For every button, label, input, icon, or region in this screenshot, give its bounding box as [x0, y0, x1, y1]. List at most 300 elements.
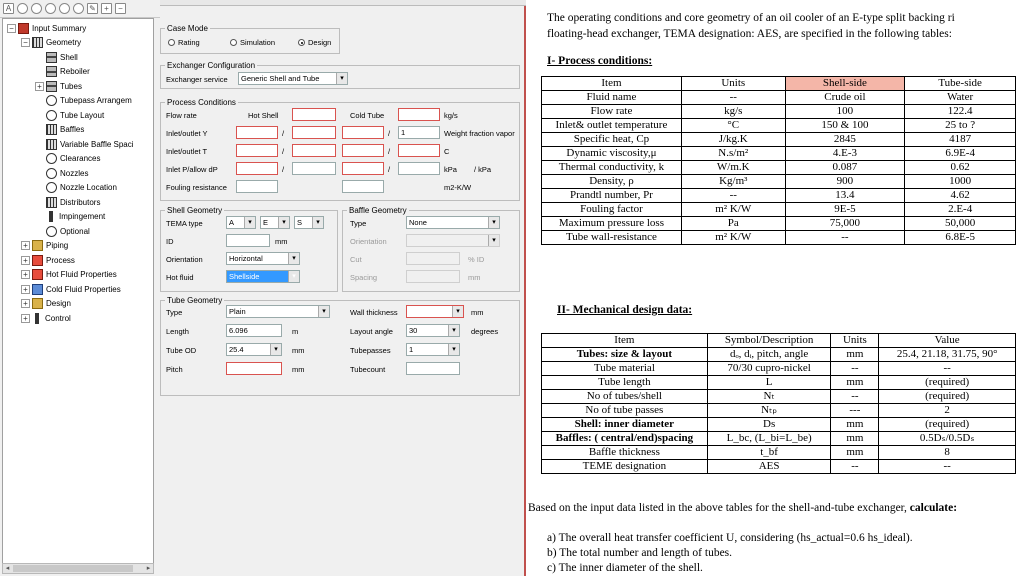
- tree-node-icon: [46, 81, 57, 92]
- t2-cell: No of tubes/shell: [542, 390, 708, 404]
- t1-cell: 25 to ?: [905, 119, 1016, 133]
- tree-item-label: Hot Fluid Properties: [46, 270, 117, 279]
- tree-node-icon: [32, 240, 43, 251]
- temp-unit: C: [444, 147, 450, 156]
- hot-dp-input[interactable]: [292, 162, 336, 175]
- tube-od-label: Tube OD: [166, 346, 197, 355]
- tree-item[interactable]: [21, 282, 121, 296]
- hot-shell-header: Hot Shell: [248, 111, 279, 120]
- t1-cell: 0.087: [785, 161, 905, 175]
- t2-cell: mm: [831, 418, 879, 432]
- tree-item[interactable]: [35, 123, 84, 137]
- t2-cell: mm: [831, 432, 879, 446]
- tree-item[interactable]: [21, 297, 71, 311]
- fouling-label: Fouling resistance: [166, 183, 227, 192]
- exchanger-service-label: Exchanger service: [166, 75, 228, 84]
- hot-t-out-input[interactable]: [292, 144, 336, 157]
- t1-row: [542, 189, 1016, 203]
- t2-cell: ---: [831, 404, 879, 418]
- tree-item[interactable]: [35, 94, 132, 108]
- question-c: c) The inner diameter of the shell.: [547, 562, 703, 574]
- t2-cell: L_bc, (L_bi=L_be): [707, 432, 831, 446]
- t1-cell: 9E-5: [785, 203, 905, 217]
- mechanical-design-table: [541, 333, 1016, 474]
- tree-item-label: Tube Layout: [60, 110, 105, 120]
- tube-type-label: Type: [166, 308, 183, 317]
- shell-geometry-legend: Shell Geometry: [167, 206, 223, 215]
- tree-item[interactable]: [7, 21, 86, 35]
- t1-cell: N.s/m²: [681, 147, 785, 161]
- baffle-type-select[interactable]: None ▾: [406, 216, 500, 229]
- process-conditions-heading: I- Process conditions:: [547, 55, 653, 67]
- design-label: Design: [308, 38, 332, 47]
- tree-node-icon: [46, 226, 57, 237]
- t1-cell: --: [681, 91, 785, 105]
- pitch-unit: mm: [292, 365, 305, 374]
- inlet-pressure-label: Inlet P/allow dP: [166, 165, 218, 174]
- t2-cell: 0.5Dₛ/0.5Dₛ: [879, 432, 1016, 446]
- t1-cell: Density, ρ: [542, 175, 682, 189]
- t2-cell: Units: [831, 334, 879, 348]
- conclusion-bold: calculate:: [909, 502, 958, 514]
- t1-row: [542, 161, 1016, 175]
- tree-item[interactable]: [35, 210, 105, 224]
- t1-cell: Maximum pressure loss: [542, 217, 682, 231]
- shell-id-unit: mm: [275, 237, 288, 246]
- wall-thickness-unit: mm: [471, 308, 484, 317]
- cold-p-input[interactable]: [342, 162, 384, 175]
- tree-item[interactable]: [35, 108, 104, 122]
- t2-cell: 8: [879, 446, 1016, 460]
- t1-cell: m² K/W: [681, 231, 785, 245]
- exchanger-service-select[interactable]: Generic Shell and Tube ▾: [238, 72, 348, 85]
- t2-cell: AES: [707, 460, 831, 474]
- baffle-spacing-label: Spacing: [350, 273, 378, 282]
- navigation-tree: [2, 18, 154, 564]
- t1-row: [542, 91, 1016, 105]
- t2-cell: --: [831, 390, 879, 404]
- tree-item[interactable]: [21, 239, 68, 253]
- tree-item-label: Geometry: [46, 38, 82, 47]
- t2-cell: Item: [542, 334, 708, 348]
- slash-sep-5: /: [282, 165, 285, 174]
- tree-node-icon: [46, 197, 57, 208]
- tree-item[interactable]: [35, 181, 117, 195]
- collapse-icon[interactable]: −: [21, 38, 30, 47]
- t1-cell: Units: [681, 77, 785, 91]
- tree-item[interactable]: [35, 79, 82, 93]
- t2-cell: Value: [879, 334, 1016, 348]
- t2-cell: No of tube passes: [542, 404, 708, 418]
- tubecount-input[interactable]: [406, 362, 460, 375]
- tree-item-label: Shell: [60, 52, 78, 62]
- t2-cell: Symbol/Description: [707, 334, 831, 348]
- tree-item-label: Impingement: [59, 212, 106, 221]
- orientation-select[interactable]: Horizontal ▾: [226, 252, 300, 265]
- cold-t-out-input[interactable]: [398, 144, 440, 157]
- shell-id-input[interactable]: [226, 234, 270, 247]
- inlet-outlet-t-label: Inlet/outlet T: [166, 147, 208, 156]
- tree-item[interactable]: [35, 166, 88, 180]
- t1-row: [542, 231, 1016, 245]
- t2-cell: mm: [831, 376, 879, 390]
- weight-fraction-unit: Weight fraction vapor: [444, 129, 515, 138]
- t2-cell: Tube material: [542, 362, 708, 376]
- t1-cell: Tube wall-resistance: [542, 231, 682, 245]
- t1-cell: 2.E-4: [905, 203, 1016, 217]
- tree-node-icon: [46, 139, 57, 150]
- t2-cell: 25.4, 21.18, 31.75, 90°: [879, 348, 1016, 362]
- t1-cell: 900: [785, 175, 905, 189]
- tema-type-label: TEMA type: [166, 219, 203, 228]
- text-tool-icon[interactable]: A: [3, 3, 14, 14]
- pencil-icon[interactable]: ✎: [87, 3, 98, 14]
- mechanical-design-heading: II- Mechanical design data:: [557, 304, 693, 316]
- hot-y-out-input[interactable]: [292, 126, 336, 139]
- t1-row: [542, 217, 1016, 231]
- case-mode-legend: Case Mode: [167, 24, 208, 33]
- hot-t-in-input[interactable]: [236, 144, 278, 157]
- t2-row: [542, 418, 1016, 432]
- pitch-label: Pitch: [166, 365, 183, 374]
- tree-item[interactable]: [21, 36, 81, 50]
- tree-node-icon: [46, 153, 57, 164]
- flow-unit: kg/s: [444, 111, 458, 120]
- tree-item[interactable]: [35, 50, 78, 64]
- hot-y-in-input[interactable]: [236, 126, 278, 139]
- tree-item[interactable]: [21, 268, 117, 282]
- circle-tool-icon-4[interactable]: [59, 3, 70, 14]
- tree-item-label: Distributors: [60, 197, 101, 207]
- process-conditions-table: [541, 76, 1016, 245]
- t2-cell: (required): [879, 376, 1016, 390]
- t1-cell: Fluid name: [542, 91, 682, 105]
- slash-sep: /: [282, 129, 285, 138]
- intro-line-1: The operating conditions and core geometry of an oil cooler of an E-type split backing ri: [547, 12, 955, 24]
- tree-item-label: Nozzles: [60, 168, 89, 178]
- tree-item-label: Reboiler: [60, 67, 90, 76]
- t2-cell: 70/30 cupro-nickel: [707, 362, 831, 376]
- tube-od-unit: mm: [292, 346, 305, 355]
- t2-cell: --: [831, 362, 879, 376]
- toolbar: [0, 0, 160, 18]
- t1-cell: J/kg.K: [681, 133, 785, 147]
- t1-cell: °C: [681, 119, 785, 133]
- tree-item-label: Nozzle Location: [60, 183, 117, 192]
- rating-radio[interactable]: [168, 39, 175, 46]
- t1-row: [542, 203, 1016, 217]
- tree-node-icon: [46, 95, 57, 106]
- top-strip: [160, 0, 526, 6]
- t2-cell: Tubes: size & layout: [542, 348, 708, 362]
- pressure-unit: kPa: [444, 165, 457, 174]
- tree-node-icon: [46, 168, 57, 179]
- t1-cell: kg/s: [681, 105, 785, 119]
- t1-cell: Crude oil: [785, 91, 905, 105]
- question-b: b) The total number and length of tubes.: [547, 547, 733, 559]
- cold-y-out-input[interactable]: 1: [398, 126, 440, 139]
- t1-cell: W/m.K: [681, 161, 785, 175]
- shell-id-label: ID: [166, 237, 174, 246]
- t2-cell: mm: [831, 446, 879, 460]
- intro-line-2: floating-head exchanger, TEMA designation: AES, are specified in the following tables:: [547, 28, 952, 40]
- t1-cell: 0.62: [905, 161, 1016, 175]
- flow-rate-label: Flow rate: [166, 111, 197, 120]
- tree-horizontal-scrollbar[interactable]: [2, 563, 154, 574]
- slash-sep-3: /: [282, 147, 285, 156]
- t1-cell: 122.4: [905, 105, 1016, 119]
- tube-length-input[interactable]: 6.096: [226, 324, 282, 337]
- tube-geometry-group: [160, 296, 520, 396]
- problem-document: [528, 0, 1024, 576]
- t1-cell: Fouling factor: [542, 203, 682, 217]
- tree-item[interactable]: [35, 195, 100, 209]
- t1-cell: 4.62: [905, 189, 1016, 203]
- t1-cell: Thermal conductivity, k: [542, 161, 682, 175]
- tree-item[interactable]: [21, 311, 71, 325]
- t1-cell: 13.4: [785, 189, 905, 203]
- tema-rear-select[interactable]: S ▾: [294, 216, 324, 229]
- t1-cell: 4187: [905, 133, 1016, 147]
- baffle-orientation-label: Orientation: [350, 237, 387, 246]
- t1-row: [542, 133, 1016, 147]
- expand-icon[interactable]: +: [21, 314, 30, 323]
- tree-node-icon: [46, 66, 57, 77]
- tree-item-label: Baffles: [60, 125, 85, 134]
- expand-icon[interactable]: +: [21, 256, 30, 265]
- tree-item[interactable]: [35, 65, 90, 79]
- exchanger-config-legend: Exchanger Configuration: [167, 61, 256, 70]
- tree-node-icon: [32, 269, 43, 280]
- t2-cell: Shell: inner diameter: [542, 418, 708, 432]
- tree-item-label: Tubes: [60, 81, 82, 91]
- tree-node-icon: [32, 284, 43, 295]
- t2-row: [542, 404, 1016, 418]
- t1-cell: 1000: [905, 175, 1016, 189]
- tree-item-label: Process: [46, 255, 75, 265]
- slash-sep-2: /: [388, 129, 391, 138]
- t1-cell: Kg/m³: [681, 175, 785, 189]
- baffle-type-label: Type: [350, 219, 367, 228]
- t1-cell: Prandtl number, Pr: [542, 189, 682, 203]
- baffle-cut-label: Cut: [350, 255, 362, 264]
- tree-item-label: Optional: [60, 226, 90, 236]
- baffle-spacing-unit: mm: [468, 273, 481, 282]
- t1-cell: Tube-side: [905, 77, 1016, 91]
- simulation-radio[interactable]: [230, 39, 237, 46]
- expand-icon[interactable]: +: [21, 241, 30, 250]
- tree-node-icon: [32, 255, 43, 266]
- cold-dp-input[interactable]: [398, 162, 440, 175]
- circle-tool-icon-5[interactable]: [73, 3, 84, 14]
- wall-thickness-select[interactable]: [406, 305, 464, 318]
- t2-cell: TEME designation: [542, 460, 708, 474]
- t2-cell: Baffle thickness: [542, 446, 708, 460]
- scroll-left-icon[interactable]: ◂: [5, 565, 10, 572]
- tree-item-label: Control: [45, 313, 71, 323]
- tree-node-icon: [35, 313, 39, 324]
- simulation-label: Simulation: [240, 38, 276, 47]
- expand-icon[interactable]: +: [21, 299, 30, 308]
- t2-cell: Ds: [707, 418, 831, 432]
- t1-cell: Inlet& outlet temperature: [542, 119, 682, 133]
- tree-item-label: Design: [46, 299, 71, 308]
- expand-icon[interactable]: +: [21, 285, 30, 294]
- tube-length-label: Length: [166, 327, 189, 336]
- t2-cell: --: [831, 460, 879, 474]
- tree-node-icon: [46, 124, 57, 135]
- cold-flow-rate-input[interactable]: [398, 108, 440, 121]
- t1-cell: 4.E-3: [785, 147, 905, 161]
- t2-cell: --: [879, 460, 1016, 474]
- circle-tool-icon[interactable]: [17, 3, 28, 14]
- t2-cell: --: [879, 362, 1016, 376]
- tube-type-select[interactable]: Plain ▾: [226, 305, 330, 318]
- t1-row: [542, 105, 1016, 119]
- tube-length-unit: m: [292, 327, 299, 336]
- t2-row: [542, 376, 1016, 390]
- t2-row: [542, 362, 1016, 376]
- t2-cell: mm: [831, 348, 879, 362]
- t2-cell: dₒ, dᵢ, pitch, angle: [707, 348, 831, 362]
- t2-row: [542, 348, 1016, 362]
- tree-item-label: Variable Baffle Spaci: [60, 139, 134, 149]
- t1-cell: Item: [542, 77, 682, 91]
- layout-angle-select[interactable]: 30 ▾: [406, 324, 460, 337]
- collapse-icon[interactable]: −: [7, 24, 16, 33]
- t2-row: [542, 390, 1016, 404]
- layout-angle-unit: degrees: [471, 327, 499, 336]
- expand-icon[interactable]: +: [21, 270, 30, 279]
- t1-row: [542, 119, 1016, 133]
- tree-node-icon: [18, 23, 29, 34]
- conclusion-text: [528, 500, 957, 516]
- t2-cell: Nₜₚ: [707, 404, 831, 418]
- hot-fluid-label: Hot fluid: [166, 273, 194, 282]
- hot-fouling-input[interactable]: [236, 180, 278, 193]
- t1-cell: --: [785, 231, 905, 245]
- baffle-geometry-legend: Baffle Geometry: [349, 206, 407, 215]
- inlet-outlet-y-label: Inlet/outlet Y: [166, 129, 208, 138]
- t2-cell: Nₜ: [707, 390, 831, 404]
- conclusion-pre: Based on the input data listed in the above tables for the shell-and-tube exchanger,: [528, 502, 910, 514]
- hot-p-input[interactable]: [236, 162, 278, 175]
- slash-sep-6: /: [388, 165, 391, 174]
- t2-header-row: [542, 334, 1016, 348]
- circle-tool-icon-3[interactable]: [45, 3, 56, 14]
- tube-od-select[interactable]: 25.4 ▾: [226, 343, 282, 356]
- question-a: a) The overall heat transfer coefficient U, considering (hs_actual=0.6 hs_ideal).: [547, 532, 913, 544]
- t1-cell: 150 & 100: [785, 119, 905, 133]
- t1-cell: Water: [905, 91, 1016, 105]
- tree-item[interactable]: [35, 152, 100, 166]
- tubecount-label: Tubecount: [350, 365, 386, 374]
- t2-cell: L: [707, 376, 831, 390]
- t2-row: [542, 460, 1016, 474]
- tree-item-label: Cold Fluid Properties: [46, 284, 121, 294]
- rating-label: Rating: [178, 38, 200, 47]
- cold-fouling-input[interactable]: [342, 180, 384, 193]
- t2-row: [542, 446, 1016, 460]
- cold-y-in-input[interactable]: [342, 126, 384, 139]
- tree-item-label: Tubepass Arrangem: [60, 96, 132, 105]
- cold-tube-header: Cold Tube: [350, 111, 385, 120]
- t1-header-row: [542, 77, 1016, 91]
- t1-cell: 50,000: [905, 217, 1016, 231]
- t1-cell: 75,000: [785, 217, 905, 231]
- t2-cell: t_bf: [707, 446, 831, 460]
- circle-tool-icon-2[interactable]: [31, 3, 42, 14]
- t2-cell: Baffles: ( central/end)spacing: [542, 432, 708, 446]
- wall-thickness-label: Wall thickness: [350, 308, 398, 317]
- tree-item[interactable]: [35, 224, 90, 238]
- scroll-right-icon[interactable]: ▸: [146, 565, 151, 572]
- tema-front-select[interactable]: A ▾: [226, 216, 256, 229]
- tree-node-icon: [46, 182, 57, 193]
- tree-item-label: Clearances: [60, 154, 101, 163]
- tube-geometry-legend: Tube Geometry: [167, 296, 223, 305]
- t1-cell: Pa: [681, 217, 785, 231]
- expand-icon[interactable]: +: [35, 82, 44, 91]
- layout-angle-label: Layout angle: [350, 327, 393, 336]
- tema-shell-select[interactable]: E ▾: [260, 216, 290, 229]
- zoom-out-icon[interactable]: −: [115, 3, 126, 14]
- t2-cell: (required): [879, 390, 1016, 404]
- tree-item-label: Input Summary: [32, 23, 87, 33]
- t1-cell: 6.8E-5: [905, 231, 1016, 245]
- tree-node-icon: [46, 110, 57, 121]
- tubepasses-label: Tubepasses: [350, 346, 391, 355]
- t1-cell: 100: [785, 105, 905, 119]
- t1-row: [542, 175, 1016, 189]
- tree-node-icon: [32, 37, 43, 48]
- t2-cell: 2: [879, 404, 1016, 418]
- tree-node-icon: [46, 52, 57, 63]
- tree-node-icon: [49, 211, 53, 222]
- design-radio[interactable]: [298, 39, 305, 46]
- zoom-in-icon[interactable]: +: [101, 3, 112, 14]
- baffle-orientation-select: [406, 234, 500, 247]
- t1-cell: 6.9E-4: [905, 147, 1016, 161]
- baffle-cut-input: [406, 252, 460, 265]
- tree-node-icon: [32, 298, 43, 309]
- tree-item-label: Piping: [46, 241, 69, 250]
- t2-row: [542, 432, 1016, 446]
- tubepasses-select[interactable]: 1 ▾: [406, 343, 460, 356]
- scrollbar-thumb[interactable]: [13, 565, 133, 572]
- cold-t-in-input[interactable]: [342, 144, 384, 157]
- baffle-spacing-input: [406, 270, 460, 283]
- t2-cell: Tube length: [542, 376, 708, 390]
- input-form: [158, 18, 522, 574]
- t1-cell: --: [681, 189, 785, 203]
- hot-fluid-select[interactable]: Shellside ▾: [226, 270, 300, 283]
- hot-flow-rate-input[interactable]: [292, 108, 336, 121]
- tree-item[interactable]: [35, 137, 134, 151]
- t1-cell: Shell-side: [785, 77, 905, 91]
- t1-cell: Flow rate: [542, 105, 682, 119]
- pitch-input[interactable]: [226, 362, 282, 375]
- t2-cell: (required): [879, 418, 1016, 432]
- pressure-unit-2: / kPa: [474, 165, 492, 174]
- baffle-cut-unit: % ID: [468, 255, 485, 264]
- t1-cell: Dynamic viscosity,μ: [542, 147, 682, 161]
- tree-item[interactable]: [21, 253, 75, 267]
- orientation-label: Orientation: [166, 255, 203, 264]
- fouling-unit: m2-K/W: [444, 183, 472, 192]
- t1-row: [542, 147, 1016, 161]
- t1-cell: 2845: [785, 133, 905, 147]
